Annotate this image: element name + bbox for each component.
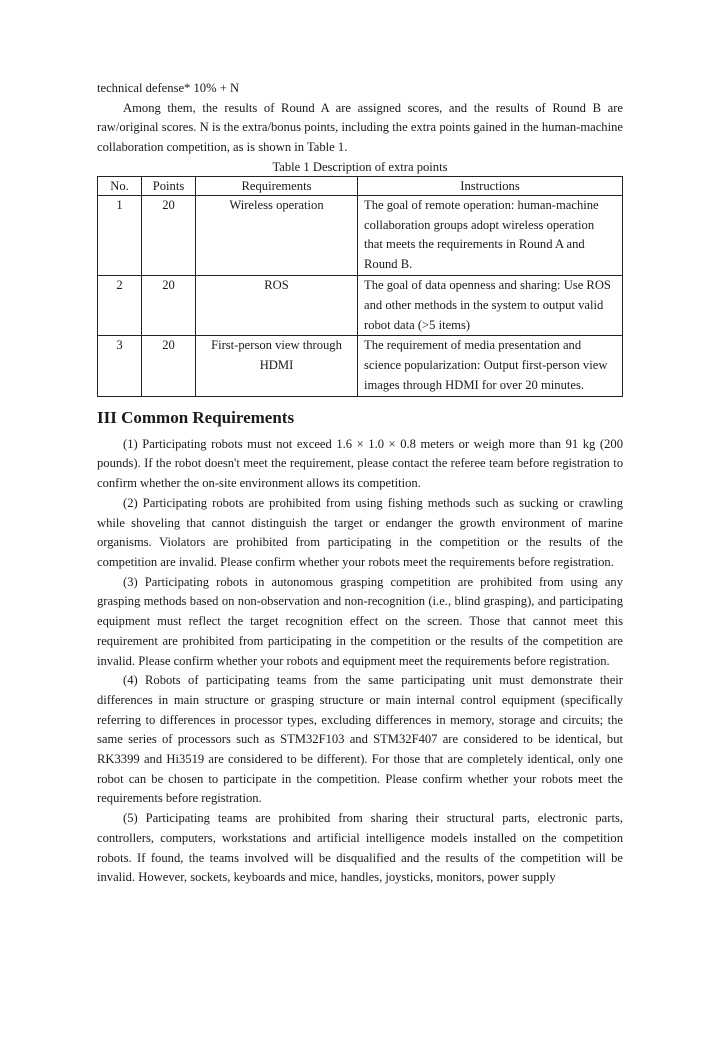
requirement-paragraph-5: (5) Participating teams are prohibited from sharing their structural parts, electronic parts, controllers, computers, workstations and artificial intelligence models installed on the competition robots. If found, the teams involved will be disqualified and the results of the competition will be invalid. However, sockets, keyboards and mice, handles, joysticks, monitors, power supply	[97, 811, 623, 885]
requirement-paragraph-4: (4) Robots of participating teams from the same participating unit must demonstrate their differences in main structure or grasping structure or main internal control equipment (specifically referring to differences in processor types, excluding differences in memory, storage and circuits; the same series of processors such as STM32F103 and STM32F407 are considered to be identical, but RK3399 and Hi3519 are considered to be different). For those that are completely identical, only one robot can be chosen to participate in the competition. Please confirm whether your robots meet the requirements before registration.	[97, 673, 623, 806]
cell-no: 1	[98, 195, 142, 275]
section-heading: III Common Requirements	[97, 407, 295, 427]
cell-points: 20	[142, 195, 196, 275]
document-page	[97, 79, 623, 888]
cell-points: 20	[142, 276, 196, 336]
table-row	[98, 276, 623, 336]
table-caption: Table 1 Description of extra points	[272, 159, 448, 174]
cell-requirement: Wireless operation	[196, 195, 358, 275]
header-no: No.	[98, 176, 142, 195]
table-row	[98, 195, 623, 275]
cell-requirement: ROS	[196, 276, 358, 336]
header-points: Points	[142, 176, 196, 195]
cell-no: 2	[98, 276, 142, 336]
cell-instruction: The requirement of media presentation and science popularization: Output first-person view images through HDMI for over 20 minutes.	[358, 336, 623, 396]
top-line: technical defense* 10% + N	[97, 81, 240, 95]
requirement-paragraph-2: (2) Participating robots are prohibited from using fishing methods such as sucking or crawling while shoveling that cannot distinguish the target or endanger the growth environment of marine organisms. Violators are prohibited from participating in the competition or the results of the competition are invalid. Please confirm whether your robots meet the requirements before registration.	[97, 495, 623, 569]
cell-requirement: First-person view through HDMI	[196, 336, 358, 396]
requirement-paragraph-3: (3) Participating robots in autonomous grasping competition are prohibited from using any grasping methods based on non-observation and non-recognition (i.e., blind grasping), and participating equipment must reflect the target recognition effect on the screen. Those that cannot meet this requirement are prohibited from participating in the competition or the results of the competition are invalid. Please confirm whether your robots and equipment meet the requirements before registration.	[97, 574, 623, 668]
intro-paragraph: Among them, the results of Round A are assigned scores, and the results of Round B are raw/original scores. N is the extra/bonus points, including the extra points gained in the human-machine collaboration competition, as is shown in Table 1.	[97, 100, 623, 155]
cell-instruction: The goal of remote operation: human-machine collaboration groups adopt wireless operation that meets the requirements in Round A and Round B.	[358, 195, 623, 275]
cell-instruction: The goal of data openness and sharing: Use ROS and other methods in the system to output valid robot data (>5 items)	[358, 276, 623, 336]
extra-points-table	[97, 176, 623, 397]
requirement-paragraph-1: (1) Participating robots must not exceed 1.6 × 1.0 × 0.8 meters or weigh more than 91 kg (200 pounds). If the robot doesn't meet the requirement, please contact the referee team before registration to confirm whether the on-site environment allows its competition.	[97, 436, 623, 491]
table-row	[98, 336, 623, 396]
header-requirements: Requirements	[196, 176, 358, 195]
cell-no: 3	[98, 336, 142, 396]
cell-points: 20	[142, 336, 196, 396]
header-instructions: Instructions	[358, 176, 623, 195]
table-header-row	[98, 176, 623, 195]
